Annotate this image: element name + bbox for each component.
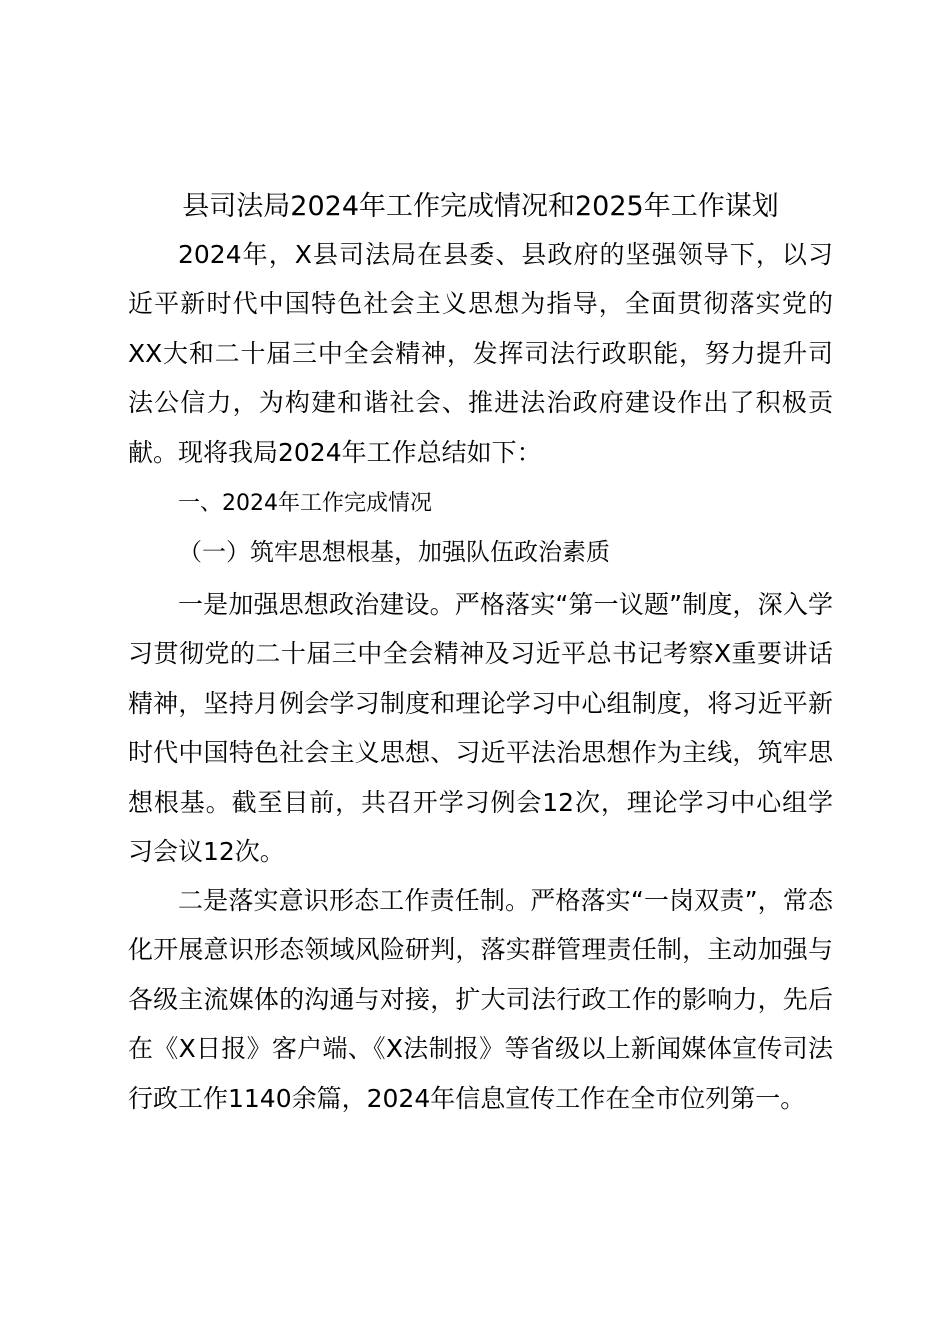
subsection-heading: （一）筑牢思想根基，加强队伍政治素质 [178, 538, 610, 566]
intro-paragraph: 2024年，X县司法局在县委、县政府的坚强领导下，以习近平新时代中国特色社会主义思想为指导，全面贯彻落实党的XX大和二十届三中全会精神，发挥司法行政职能，努力提升司法公信力，为构建和谐社会、推进法治政府建设作出了积极贡献。现将我局2024年工作总结如下： [128, 240, 833, 467]
body-paragraph-two: 二是落实意识形态工作责任制。严格落实“一岗双责”，常态化开展意识形态领域风险研判，落实群管理责任制，主动加强与各级主流媒体的沟通与对接，扩大司法行政工作的影响力，先后在《X日报》客户端、《X法制报》等省级以上新闻媒体宣传司法行政工作1140余篇，2024年信息宣传工作在全市位列第一。 [128, 886, 833, 1113]
body-paragraph-one: 一是加强思想政治建设。严格落实“第一议题”制度，深入学习贯彻党的二十届三中全会精神及习近平总书记考察X重要讲话精神，坚持月例会学习制度和理论学习中心组制度，将习近平新时代中国特色社会主义思想、习近平法治思想作为主线，筑牢思想根基。截至目前，共召开学习例会12次，理论学习中心组学习会议12次。 [128, 590, 833, 867]
section-heading: 一、2024年工作完成情况 [178, 491, 432, 516]
document-title: 县司法局2024年工作完成情况和2025年工作谋划 [182, 191, 779, 222]
